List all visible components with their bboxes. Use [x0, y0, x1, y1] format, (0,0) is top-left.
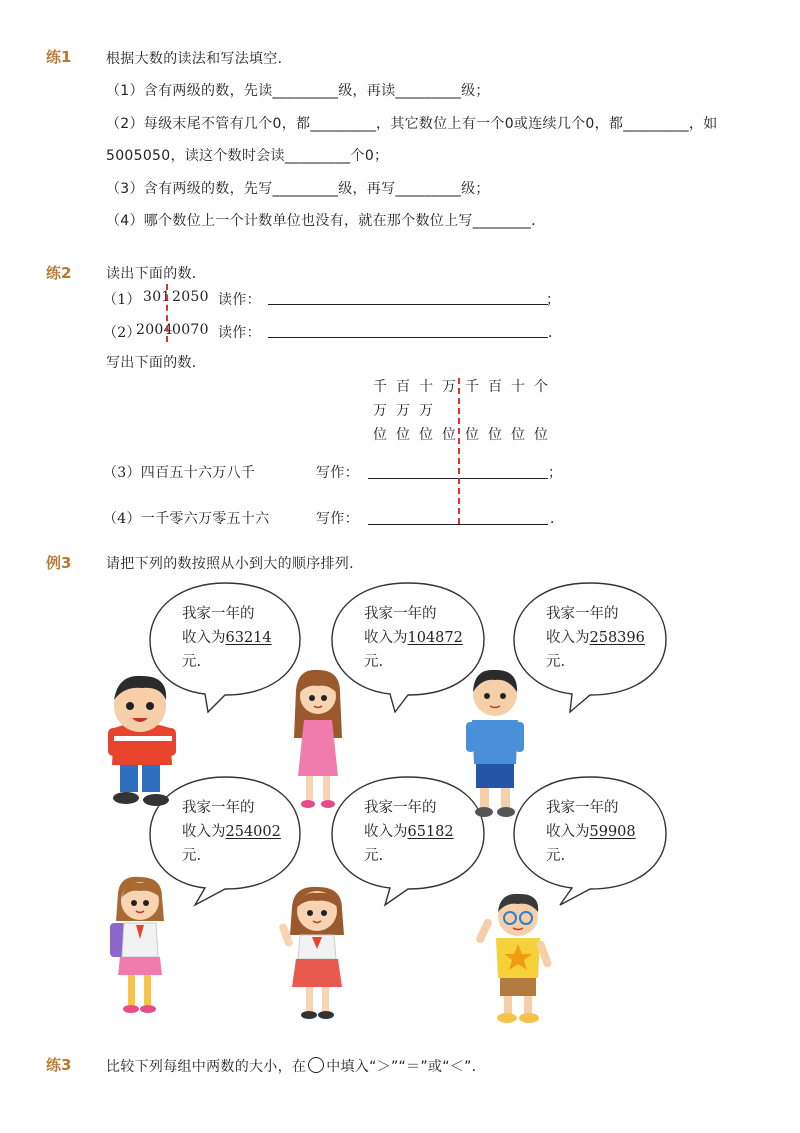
place-shi-top: 十	[511, 379, 525, 395]
read-item-1-label: （1）	[103, 292, 141, 308]
income-5: 65182	[407, 824, 454, 840]
example-3-title: 请把下列的数按照从小到大的顺序排列．	[106, 556, 364, 572]
read-item-1-end: ；	[546, 292, 561, 308]
place-bai-bot: 位	[488, 427, 502, 443]
write-item-4-write-label: 写作：	[316, 511, 359, 527]
write-numbers-title: 写出下面的数．	[106, 355, 207, 371]
exercise-1-q1: （1）含有两级的数，先读_________级，再读_________级；	[106, 83, 490, 99]
write-item-3-label: （3）四百五十六万八千	[103, 465, 256, 481]
read-item-2-number-low: 0070	[172, 322, 209, 338]
place-shiwan-mid: 万	[419, 403, 433, 419]
income-2: 104872	[407, 630, 463, 646]
write-item-3-write-label: 写作：	[316, 465, 359, 481]
girl-backpack-illustration	[104, 875, 172, 1020]
read-item-2-number-high: 2004	[136, 322, 173, 338]
place-baiwan-mid: 万	[396, 403, 410, 419]
read-numbers-title: 读出下面的数．	[106, 266, 207, 282]
read-item-2-end: ．	[548, 325, 563, 341]
read-item-1-number-low: 2050	[172, 289, 209, 305]
bubble-2-text: 我家一年的 收入为104872 元.	[364, 606, 463, 670]
exercise-1-q3: （3）含有两级的数，先写_________级，再写_________级；	[106, 181, 490, 197]
place-qian-top: 千	[465, 379, 479, 395]
exercise-1-tag: 练1	[46, 48, 72, 66]
place-qianwan-top: 千	[373, 379, 387, 395]
write-item-4-end: ．	[550, 511, 565, 527]
bubble-3-text: 我家一年的 收入为258396 元.	[546, 606, 645, 670]
exercise-2-tag: 练2	[46, 264, 72, 282]
place-qianwan-mid: 万	[373, 403, 387, 419]
place-ge-bot: 位	[534, 427, 548, 443]
exercise-1-title: 根据大数的读法和写法填空．	[106, 51, 292, 67]
place-baiwan-top: 百	[396, 379, 410, 395]
read-item-2-read-label: 读作：	[218, 325, 261, 341]
boy-red-shirt-illustration	[100, 670, 190, 810]
income-6: 59908	[589, 824, 636, 840]
girl-waving-illustration	[280, 883, 350, 1023]
bubble-5-text: 我家一年的 收入为65182 元.	[364, 800, 454, 864]
exercise-1-q2: （2）每级末尾不管有几个0，都_________，其它数位上有一个0或连续几个0，都_________，如	[106, 116, 718, 132]
place-qianwan-bot: 位	[373, 427, 387, 443]
bubble-4-text: 我家一年的 收入为254002 元.	[182, 800, 281, 864]
girl-pink-dress-illustration	[288, 668, 348, 813]
place-baiwan-bot: 位	[396, 427, 410, 443]
exercise-1-q2-cont: 5005050，读这个数时会读_________个0；	[106, 148, 389, 164]
place-shi-bot: 位	[511, 427, 525, 443]
write-item-3-end: ；	[548, 465, 563, 481]
circle-placeholder-icon	[308, 1057, 324, 1073]
read-item-2-label: （2）	[103, 325, 141, 341]
place-bai-top: 百	[488, 379, 502, 395]
place-wan-top: 万	[442, 379, 456, 395]
boy-blue-shirt-illustration	[462, 664, 528, 819]
income-4: 254002	[225, 824, 281, 840]
exercise-3-title: 比较下列每组中两数的大小，在 中填入“＞”“＝”或“＜”．	[106, 1059, 486, 1075]
read-item-1-number-high: 301	[143, 289, 171, 305]
example-3-tag: 例3	[46, 554, 72, 572]
bubble-1-text: 我家一年的 收入为63214 元.	[182, 606, 272, 670]
boy-glasses-illustration	[478, 888, 562, 1028]
income-1: 63214	[225, 630, 272, 646]
read-item-1-read-label: 读作：	[218, 292, 261, 308]
bubble-6-text: 我家一年的 收入为59908 元.	[546, 800, 636, 864]
exercise-3-tag: 练3	[46, 1056, 72, 1074]
income-3: 258396	[589, 630, 645, 646]
place-wan-bot: 位	[442, 427, 456, 443]
place-shiwan-bot: 位	[419, 427, 433, 443]
write-item-4-label: （4）一千零六万零五十六	[103, 511, 270, 527]
place-qian-bot: 位	[465, 427, 479, 443]
place-shiwan-top: 十	[419, 379, 433, 395]
exercise-1-q4: （4）哪个数位上一个计数单位也没有，就在那个数位上写________．	[106, 213, 546, 229]
place-ge-top: 个	[534, 379, 548, 395]
